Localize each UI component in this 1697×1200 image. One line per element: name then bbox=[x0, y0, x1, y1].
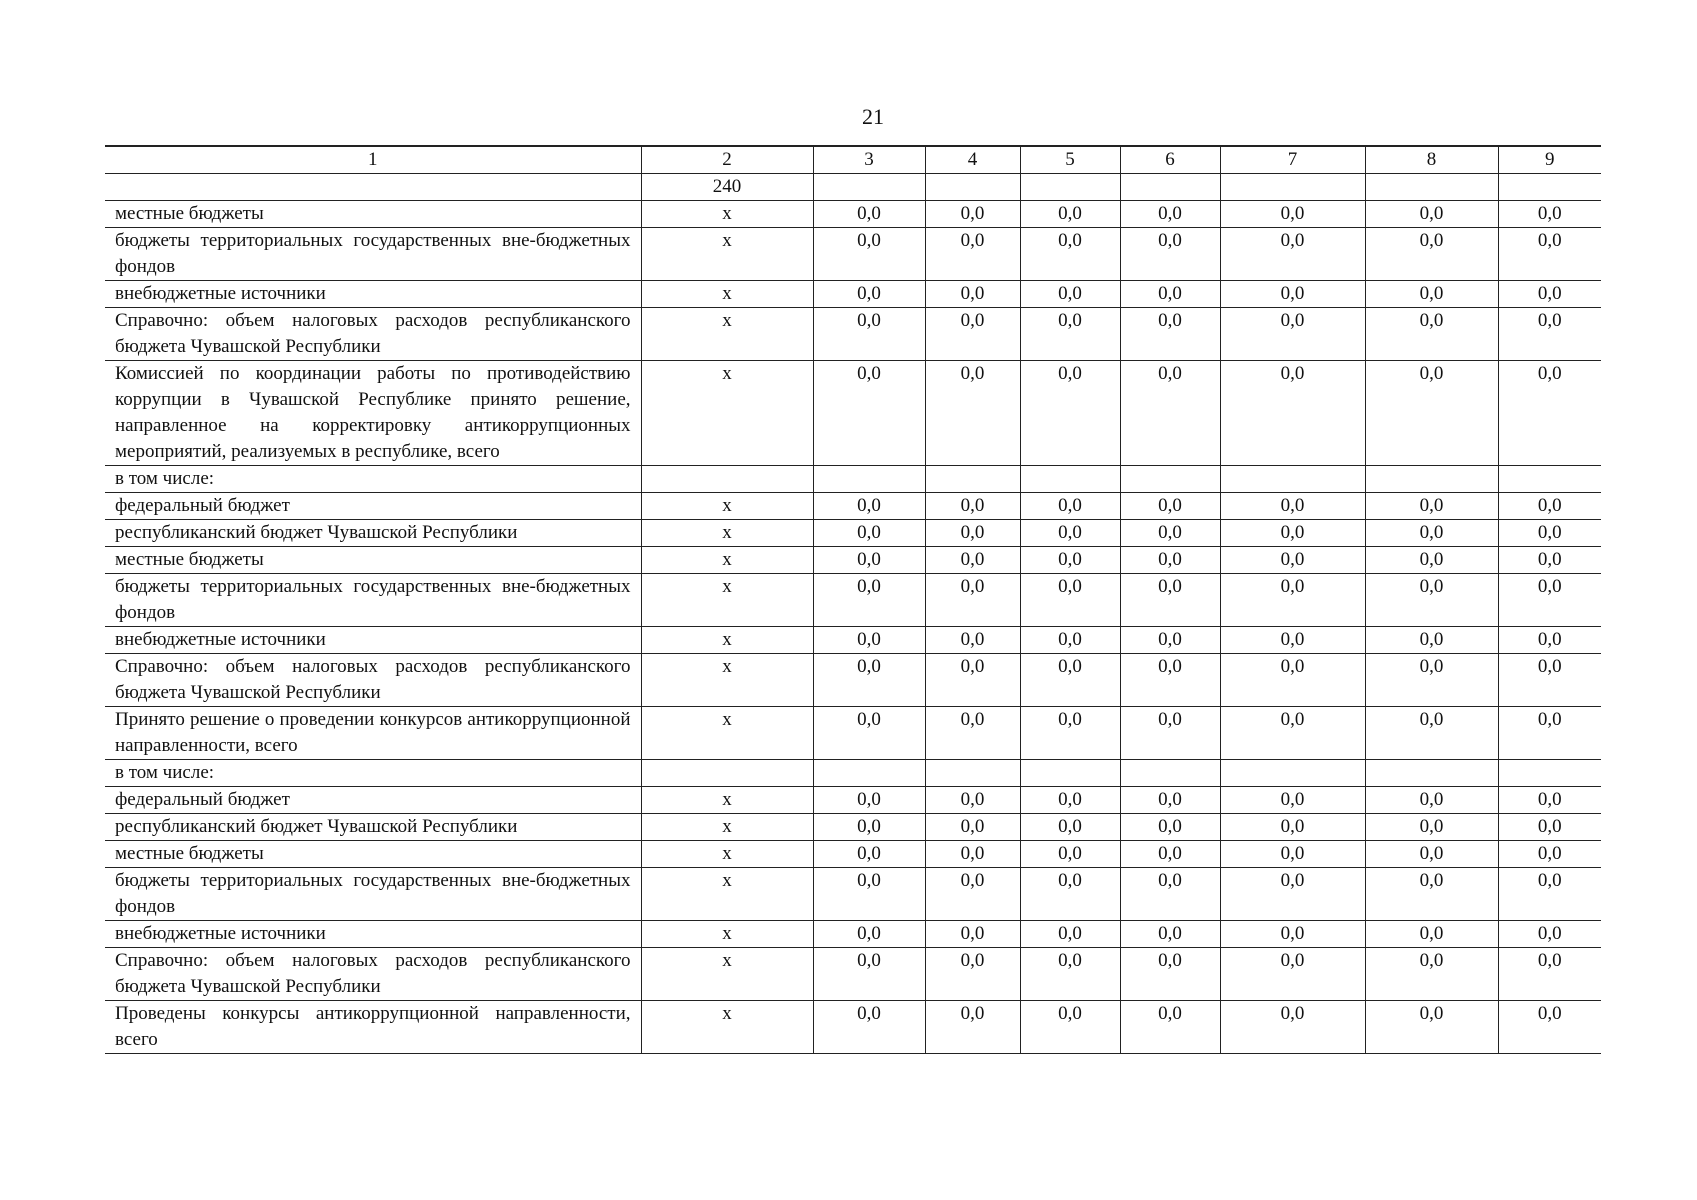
row-code: x bbox=[641, 654, 813, 707]
value-cell: 0,0 bbox=[1120, 201, 1220, 228]
value-cell: 0,0 bbox=[1220, 707, 1365, 760]
value-cell: 0,0 bbox=[1498, 1001, 1601, 1054]
value-cell: 0,0 bbox=[925, 841, 1020, 868]
value-cell: 0,0 bbox=[1020, 574, 1120, 627]
value-cell: 0,0 bbox=[925, 228, 1020, 281]
value-cell: 0,0 bbox=[1498, 201, 1601, 228]
row-label: Комиссией по координации работы по противодействию коррупции в Чувашской Республике принято решение, направленное на корректировку антикоррупционных мероприятий, реализуемых в республике, всего bbox=[105, 361, 641, 466]
value-cell: 0,0 bbox=[1498, 361, 1601, 466]
table-row bbox=[105, 841, 1601, 868]
value-cell: 0,0 bbox=[813, 201, 925, 228]
value-cell: 0,0 bbox=[1498, 627, 1601, 654]
row-label bbox=[105, 174, 641, 201]
row-code: x bbox=[641, 308, 813, 361]
value-cell: 0,0 bbox=[1220, 1001, 1365, 1054]
row-label: бюджеты территориальных государственных вне-бюджетных фондов bbox=[105, 574, 641, 627]
value-cell: 0,0 bbox=[1365, 627, 1498, 654]
value-cell: 0,0 bbox=[1120, 493, 1220, 520]
value-cell: 0,0 bbox=[1365, 228, 1498, 281]
table-row bbox=[105, 174, 1601, 201]
value-cell: 0,0 bbox=[925, 814, 1020, 841]
value-cell: 0,0 bbox=[1220, 201, 1365, 228]
value-cell: 0,0 bbox=[1220, 654, 1365, 707]
value-cell: 0,0 bbox=[1498, 493, 1601, 520]
value-cell: 0,0 bbox=[1020, 547, 1120, 574]
value-cell: 0,0 bbox=[1020, 201, 1120, 228]
value-cell: 0,0 bbox=[925, 654, 1020, 707]
value-cell: 0,0 bbox=[1498, 948, 1601, 1001]
value-cell: 0,0 bbox=[1220, 493, 1365, 520]
value-cell: 0,0 bbox=[1020, 520, 1120, 547]
value-cell bbox=[1365, 760, 1498, 787]
row-label: бюджеты территориальных государственных вне-бюджетных фондов bbox=[105, 868, 641, 921]
row-label: Справочно: объем налоговых расходов республиканского бюджета Чувашской Республики bbox=[105, 308, 641, 361]
table-row bbox=[105, 868, 1601, 921]
value-cell: 0,0 bbox=[1120, 654, 1220, 707]
row-label: федеральный бюджет bbox=[105, 787, 641, 814]
value-cell: 0,0 bbox=[1220, 841, 1365, 868]
value-cell bbox=[1220, 174, 1365, 201]
value-cell: 0,0 bbox=[1020, 493, 1120, 520]
value-cell: 0,0 bbox=[813, 281, 925, 308]
value-cell: 0,0 bbox=[1220, 547, 1365, 574]
value-cell: 0,0 bbox=[1120, 868, 1220, 921]
table-row bbox=[105, 654, 1601, 707]
value-cell: 0,0 bbox=[1365, 921, 1498, 948]
row-label: в том числе: bbox=[105, 466, 641, 493]
value-cell: 0,0 bbox=[1498, 228, 1601, 281]
value-cell: 0,0 bbox=[1365, 574, 1498, 627]
value-cell: 0,0 bbox=[1498, 281, 1601, 308]
value-cell: 0,0 bbox=[925, 281, 1020, 308]
value-cell: 0,0 bbox=[1220, 281, 1365, 308]
value-cell: 0,0 bbox=[1220, 814, 1365, 841]
value-cell: 0,0 bbox=[1120, 228, 1220, 281]
row-label: Принято решение о проведении конкурсов антикоррупционной направленности, всего bbox=[105, 707, 641, 760]
value-cell: 0,0 bbox=[1020, 921, 1120, 948]
value-cell: 0,0 bbox=[1020, 841, 1120, 868]
row-label: внебюджетные источники bbox=[105, 627, 641, 654]
value-cell: 0,0 bbox=[813, 308, 925, 361]
value-cell: 0,0 bbox=[1220, 520, 1365, 547]
value-cell: 0,0 bbox=[813, 814, 925, 841]
table-row bbox=[105, 814, 1601, 841]
value-cell: 0,0 bbox=[925, 574, 1020, 627]
value-cell: 0,0 bbox=[813, 654, 925, 707]
value-cell: 0,0 bbox=[1365, 308, 1498, 361]
value-cell: 0,0 bbox=[1220, 228, 1365, 281]
value-cell: 0,0 bbox=[1365, 1001, 1498, 1054]
value-cell: 0,0 bbox=[1020, 281, 1120, 308]
row-label: Справочно: объем налоговых расходов республиканского бюджета Чувашской Республики bbox=[105, 654, 641, 707]
value-cell: 0,0 bbox=[925, 201, 1020, 228]
value-cell: 0,0 bbox=[813, 228, 925, 281]
row-code bbox=[641, 466, 813, 493]
row-code: x bbox=[641, 361, 813, 466]
value-cell: 0,0 bbox=[1365, 654, 1498, 707]
value-cell: 0,0 bbox=[1365, 948, 1498, 1001]
value-cell: 0,0 bbox=[1020, 1001, 1120, 1054]
value-cell: 0,0 bbox=[925, 627, 1020, 654]
page-number: 21 bbox=[862, 104, 884, 129]
value-cell: 0,0 bbox=[925, 493, 1020, 520]
value-cell: 0,0 bbox=[813, 493, 925, 520]
value-cell: 0,0 bbox=[925, 308, 1020, 361]
table-row bbox=[105, 201, 1601, 228]
row-code: x bbox=[641, 787, 813, 814]
value-cell: 0,0 bbox=[813, 627, 925, 654]
row-code: x bbox=[641, 627, 813, 654]
value-cell: 0,0 bbox=[1498, 520, 1601, 547]
value-cell: 0,0 bbox=[925, 948, 1020, 1001]
budget-table bbox=[105, 145, 1601, 1054]
value-cell: 0,0 bbox=[1365, 787, 1498, 814]
value-cell: 0,0 bbox=[1498, 787, 1601, 814]
value-cell bbox=[1498, 466, 1601, 493]
row-code: x bbox=[641, 281, 813, 308]
value-cell bbox=[1020, 760, 1120, 787]
value-cell: 0,0 bbox=[925, 1001, 1020, 1054]
value-cell: 0,0 bbox=[813, 1001, 925, 1054]
row-code: x bbox=[641, 493, 813, 520]
row-label: внебюджетные источники bbox=[105, 921, 641, 948]
row-code: 240 bbox=[641, 174, 813, 201]
value-cell: 0,0 bbox=[1498, 574, 1601, 627]
row-code: x bbox=[641, 574, 813, 627]
value-cell bbox=[1498, 174, 1601, 201]
row-label: местные бюджеты bbox=[105, 841, 641, 868]
row-code: x bbox=[641, 228, 813, 281]
value-cell: 0,0 bbox=[925, 787, 1020, 814]
value-cell: 0,0 bbox=[925, 707, 1020, 760]
value-cell: 0,0 bbox=[1120, 627, 1220, 654]
value-cell: 0,0 bbox=[1365, 493, 1498, 520]
value-cell: 0,0 bbox=[1120, 841, 1220, 868]
value-cell: 0,0 bbox=[925, 921, 1020, 948]
value-cell: 0,0 bbox=[1365, 868, 1498, 921]
table-row bbox=[105, 627, 1601, 654]
column-header: 7 bbox=[1220, 146, 1365, 174]
table-row bbox=[105, 787, 1601, 814]
value-cell: 0,0 bbox=[1020, 654, 1120, 707]
value-cell bbox=[1120, 174, 1220, 201]
value-cell: 0,0 bbox=[1120, 361, 1220, 466]
row-code: x bbox=[641, 868, 813, 921]
value-cell: 0,0 bbox=[1365, 201, 1498, 228]
value-cell: 0,0 bbox=[1020, 868, 1120, 921]
value-cell: 0,0 bbox=[1120, 787, 1220, 814]
table-row bbox=[105, 1001, 1601, 1054]
value-cell: 0,0 bbox=[1365, 547, 1498, 574]
value-cell: 0,0 bbox=[1020, 228, 1120, 281]
column-header: 8 bbox=[1365, 146, 1498, 174]
row-code: x bbox=[641, 520, 813, 547]
value-cell: 0,0 bbox=[1220, 787, 1365, 814]
value-cell: 0,0 bbox=[1120, 281, 1220, 308]
table-row bbox=[105, 308, 1601, 361]
value-cell: 0,0 bbox=[1498, 841, 1601, 868]
value-cell: 0,0 bbox=[1365, 707, 1498, 760]
value-cell: 0,0 bbox=[1120, 1001, 1220, 1054]
value-cell bbox=[925, 174, 1020, 201]
value-cell: 0,0 bbox=[1020, 814, 1120, 841]
value-cell: 0,0 bbox=[1220, 308, 1365, 361]
table-row bbox=[105, 281, 1601, 308]
value-cell: 0,0 bbox=[1120, 707, 1220, 760]
value-cell: 0,0 bbox=[1220, 627, 1365, 654]
row-label: Проведены конкурсы антикоррупционной направленности, всего bbox=[105, 1001, 641, 1054]
table-row bbox=[105, 547, 1601, 574]
value-cell: 0,0 bbox=[813, 707, 925, 760]
value-cell bbox=[813, 174, 925, 201]
value-cell: 0,0 bbox=[813, 787, 925, 814]
row-code: x bbox=[641, 814, 813, 841]
value-cell: 0,0 bbox=[1020, 948, 1120, 1001]
value-cell: 0,0 bbox=[1365, 520, 1498, 547]
value-cell: 0,0 bbox=[1498, 868, 1601, 921]
value-cell: 0,0 bbox=[1120, 814, 1220, 841]
value-cell: 0,0 bbox=[813, 520, 925, 547]
column-number-row bbox=[105, 146, 1601, 174]
value-cell: 0,0 bbox=[1365, 281, 1498, 308]
value-cell: 0,0 bbox=[1365, 814, 1498, 841]
value-cell bbox=[1020, 466, 1120, 493]
table-row bbox=[105, 921, 1601, 948]
value-cell: 0,0 bbox=[1498, 921, 1601, 948]
value-cell: 0,0 bbox=[1120, 921, 1220, 948]
row-label: внебюджетные источники bbox=[105, 281, 641, 308]
column-header: 2 bbox=[641, 146, 813, 174]
row-label: бюджеты территориальных государственных вне-бюджетных фондов bbox=[105, 228, 641, 281]
row-code: x bbox=[641, 201, 813, 228]
value-cell bbox=[1120, 466, 1220, 493]
value-cell: 0,0 bbox=[1120, 547, 1220, 574]
value-cell: 0,0 bbox=[1498, 654, 1601, 707]
value-cell: 0,0 bbox=[1498, 547, 1601, 574]
value-cell: 0,0 bbox=[1020, 627, 1120, 654]
value-cell bbox=[1220, 466, 1365, 493]
row-label: республиканский бюджет Чувашской Республики bbox=[105, 814, 641, 841]
value-cell: 0,0 bbox=[813, 841, 925, 868]
value-cell: 0,0 bbox=[1120, 308, 1220, 361]
row-label: в том числе: bbox=[105, 760, 641, 787]
value-cell: 0,0 bbox=[1020, 308, 1120, 361]
value-cell: 0,0 bbox=[1365, 361, 1498, 466]
row-label: местные бюджеты bbox=[105, 547, 641, 574]
table-row bbox=[105, 760, 1601, 787]
row-code: x bbox=[641, 841, 813, 868]
value-cell: 0,0 bbox=[1020, 787, 1120, 814]
value-cell: 0,0 bbox=[813, 868, 925, 921]
value-cell bbox=[813, 760, 925, 787]
value-cell: 0,0 bbox=[1020, 707, 1120, 760]
row-label: Справочно: объем налоговых расходов республиканского бюджета Чувашской Республики bbox=[105, 948, 641, 1001]
value-cell: 0,0 bbox=[925, 868, 1020, 921]
value-cell: 0,0 bbox=[813, 948, 925, 1001]
table-row bbox=[105, 493, 1601, 520]
value-cell: 0,0 bbox=[1498, 814, 1601, 841]
value-cell: 0,0 bbox=[1220, 361, 1365, 466]
value-cell: 0,0 bbox=[813, 574, 925, 627]
value-cell: 0,0 bbox=[1220, 921, 1365, 948]
value-cell: 0,0 bbox=[813, 361, 925, 466]
value-cell bbox=[1120, 760, 1220, 787]
value-cell: 0,0 bbox=[1120, 520, 1220, 547]
value-cell bbox=[925, 760, 1020, 787]
value-cell bbox=[813, 466, 925, 493]
column-header: 3 bbox=[813, 146, 925, 174]
value-cell: 0,0 bbox=[925, 520, 1020, 547]
value-cell: 0,0 bbox=[813, 547, 925, 574]
value-cell: 0,0 bbox=[813, 921, 925, 948]
value-cell bbox=[1220, 760, 1365, 787]
value-cell: 0,0 bbox=[1220, 574, 1365, 627]
table-row bbox=[105, 574, 1601, 627]
value-cell bbox=[1020, 174, 1120, 201]
column-header: 6 bbox=[1120, 146, 1220, 174]
value-cell: 0,0 bbox=[925, 547, 1020, 574]
row-code: x bbox=[641, 948, 813, 1001]
value-cell: 0,0 bbox=[925, 361, 1020, 466]
table-row bbox=[105, 466, 1601, 493]
value-cell: 0,0 bbox=[1020, 361, 1120, 466]
column-header: 9 bbox=[1498, 146, 1601, 174]
value-cell bbox=[1365, 174, 1498, 201]
value-cell: 0,0 bbox=[1220, 868, 1365, 921]
row-label: федеральный бюджет bbox=[105, 493, 641, 520]
value-cell: 0,0 bbox=[1365, 841, 1498, 868]
row-label: местные бюджеты bbox=[105, 201, 641, 228]
row-code: x bbox=[641, 707, 813, 760]
row-code: x bbox=[641, 1001, 813, 1054]
value-cell bbox=[925, 466, 1020, 493]
row-code: x bbox=[641, 547, 813, 574]
value-cell: 0,0 bbox=[1498, 707, 1601, 760]
table-row bbox=[105, 520, 1601, 547]
value-cell bbox=[1365, 466, 1498, 493]
column-header: 4 bbox=[925, 146, 1020, 174]
row-label: республиканский бюджет Чувашской Республики bbox=[105, 520, 641, 547]
value-cell: 0,0 bbox=[1120, 574, 1220, 627]
value-cell: 0,0 bbox=[1220, 948, 1365, 1001]
value-cell: 0,0 bbox=[1120, 948, 1220, 1001]
table-row bbox=[105, 361, 1601, 466]
row-code bbox=[641, 760, 813, 787]
table-row bbox=[105, 948, 1601, 1001]
value-cell bbox=[1498, 760, 1601, 787]
value-cell: 0,0 bbox=[1498, 308, 1601, 361]
row-code: x bbox=[641, 921, 813, 948]
table-row bbox=[105, 228, 1601, 281]
column-header: 5 bbox=[1020, 146, 1120, 174]
column-header: 1 bbox=[105, 146, 641, 174]
table-row bbox=[105, 707, 1601, 760]
